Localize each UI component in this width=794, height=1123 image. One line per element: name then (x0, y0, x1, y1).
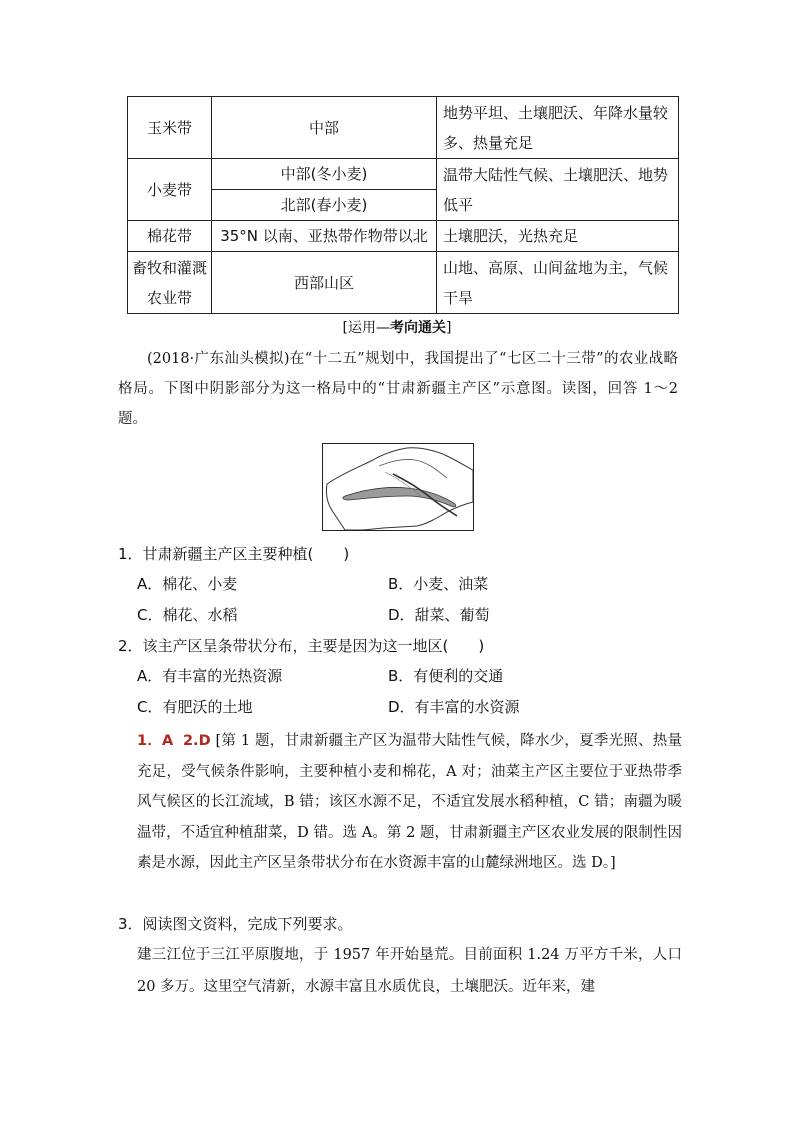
table-cell-conditions: 温带大陆性气候、土壤肥沃、地势低平 (437, 159, 679, 221)
answer-1-label: 1．A (137, 733, 174, 749)
question-2-stem: 2．该主产区呈条带状分布，主要是因为这一地区( ) (118, 637, 485, 655)
question-2-option-b[interactable]: B．有便利的交通 (388, 667, 504, 685)
agriculture-belts-table (127, 96, 679, 314)
table-cell-conditions: 山地、高原、山间盆地为主，气候干旱 (437, 252, 679, 314)
table-cell-belt: 玉米带 (128, 97, 212, 159)
question-3-material: 建三江位于三江平原腹地，于 1957 年开始垦荒。目前面积 1.24 万平方千米，人口 20 多万。这里空气清新，水源丰富且水质优良，土壤肥沃。近年来，建 (137, 947, 682, 995)
section-heading: [运用—考向通关] (342, 320, 452, 336)
table-cell-belt: 棉花带 (128, 221, 212, 252)
question-1-option-d[interactable]: D．甜菜、葡萄 (388, 606, 490, 624)
question-1-option-b[interactable]: B．小麦、油菜 (388, 575, 489, 593)
answer-text: [第 1 题，甘肃新疆主产区为温带大陆性气候，降水少，夏季光照、热量充足，受气候条件影响，主要种植小麦和棉花，A 对；油菜主产区主要位于亚热带季风气候区的长江流域，B 错；该区水源不足，不适宜发展水稻种植，C 错；南疆为暖温带，不适宜种植甜菜，D 错。选 A。第 2 题，甘肃新疆主产区农业发展的限制性因素是水源，因此主产区呈条带状分布在水资源丰富的山麓绿洲地区。选 D。] (137, 733, 682, 871)
table-cell-region: 35°N 以南、亚热带作物带以北 (212, 221, 437, 252)
table-cell-belt: 畜牧和灌溉农业带 (128, 252, 212, 314)
question-3-stem: 3．阅读图文资料，完成下列要求。 (118, 915, 353, 933)
question-2-option-a[interactable]: A．有丰富的光热资源 (137, 667, 283, 685)
table-cell-region: 北部(春小麦) (212, 190, 437, 221)
table-cell-region: 中部(冬小麦) (212, 159, 437, 190)
question-1-option-c[interactable]: C．棉花、水稻 (137, 606, 238, 624)
question-2-option-c[interactable]: C．有肥沃的土地 (137, 698, 253, 716)
answer-2-label: 2.D (182, 733, 211, 749)
table-cell-conditions: 地势平坦、土壤肥沃、年降水量较多、热量充足 (437, 97, 679, 159)
intro-paragraph: (2018·广东汕头模拟)在“十二五”规划中，我国提出了“七区二十三带”的农业战略格局。下图中阴影部分为这一格局中的“甘肃新疆主产区”示意图。读图，回答 1～2 题。 (118, 351, 678, 427)
gansu-xinjiang-map (322, 443, 474, 531)
table-row (128, 97, 679, 159)
answer-explanation (137, 726, 682, 879)
table-row (128, 221, 679, 252)
table-row (128, 252, 679, 314)
table-row (128, 159, 679, 190)
question-1-option-a[interactable]: A．棉花、小麦 (137, 575, 238, 593)
question-1-stem: 1．甘肃新疆主产区主要种植( ) (118, 545, 350, 563)
question-2-option-d[interactable]: D．有丰富的水资源 (388, 698, 520, 716)
table-cell-belt: 小麦带 (128, 159, 212, 221)
table-cell-region: 中部 (212, 97, 437, 159)
table-cell-conditions: 土壤肥沃，光热充足 (437, 221, 679, 252)
table-cell-region: 西部山区 (212, 252, 437, 314)
